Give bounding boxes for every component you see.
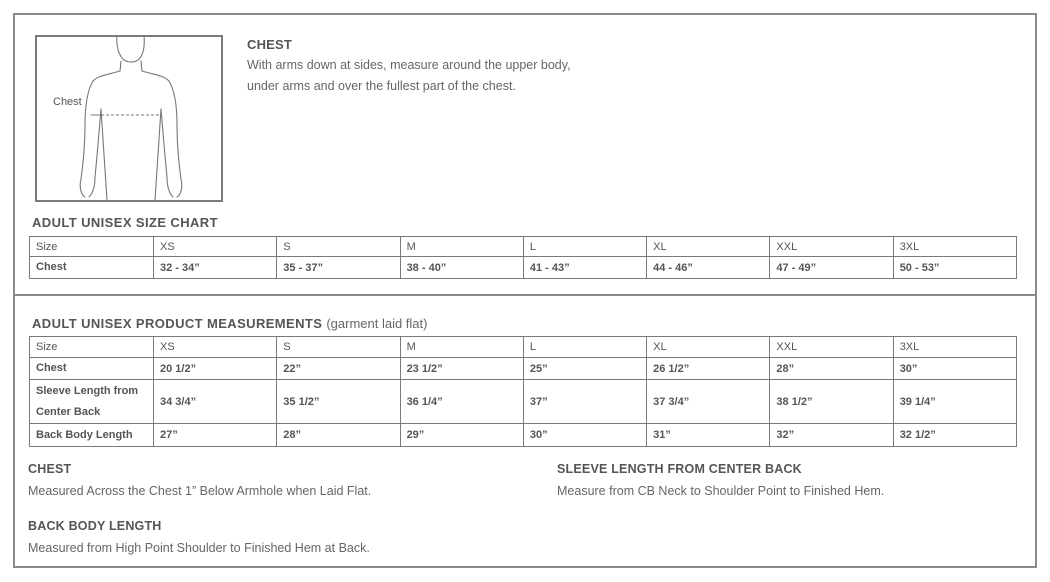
sleeve-note-heading: SLEEVE LENGTH FROM CENTER BACK [557,462,802,476]
table-cell: 28” [277,424,400,447]
table-row [30,237,1017,257]
product-subtitle-text: (garment laid flat) [326,316,428,331]
table-cell: S [277,237,400,257]
chest-note-heading: CHEST [28,462,72,476]
table-cell: 37” [523,380,646,424]
size-chart-title: ADULT UNISEX SIZE CHART [32,215,218,230]
table-cell: 44 - 46” [647,257,770,279]
row-label: Chest [30,257,154,279]
table-cell: XXL [770,337,893,358]
table-cell: 35 - 37” [277,257,400,279]
table-cell: 38 1/2” [770,380,893,424]
table-cell: 34 3/4” [154,380,277,424]
product-title-text: ADULT UNISEX PRODUCT MEASUREMENTS [32,316,323,331]
chest-callout-label: Chest [53,96,82,108]
sleeve-note-text: Measure from CB Neck to Shoulder Point to Finished Hem. [557,484,885,498]
row-label: Chest [30,358,154,380]
table-cell: 50 - 53” [893,257,1016,279]
table-cell: S [277,337,400,358]
chest-info-line-2: under arms and over the fullest part of the chest. [247,79,516,93]
table-cell: M [400,337,523,358]
chest-info-line-1: With arms down at sides, measure around the upper body, [247,58,571,72]
table-cell: 31” [647,424,770,447]
table-cell: 30” [523,424,646,447]
back-note-heading: BACK BODY LENGTH [28,519,162,533]
table-cell: 28” [770,358,893,380]
product-measurements-table [29,336,1017,447]
chest-note [28,462,371,498]
table-row [30,257,1017,279]
back-note-text: Measured from High Point Shoulder to Finished Hem at Back. [28,541,370,555]
table-cell: 39 1/4” [893,380,1016,424]
table-cell: XL [647,237,770,257]
table-cell: 37 3/4” [647,380,770,424]
table-cell: 32” [770,424,893,447]
table-cell: 27” [154,424,277,447]
row-label: Back Body Length [30,424,154,447]
table-cell: L [523,337,646,358]
table-row [30,337,1017,358]
row-label-line-2: Center Back [36,405,101,418]
table-cell: 22” [277,358,400,380]
row-label-line-1: Sleeve Length from [36,384,139,397]
table-cell: XXL [770,237,893,257]
table-cell: 20 1/2” [154,358,277,380]
row-label: Size [30,337,154,358]
table-cell: 32 1/2” [893,424,1016,447]
table-cell: 23 1/2” [400,358,523,380]
table-cell: 3XL [893,337,1016,358]
table-cell: XL [647,337,770,358]
chest-info-title: CHEST [247,37,293,52]
row-label [30,380,154,424]
table-cell: M [400,237,523,257]
chest-note-text: Measured Across the Chest 1” Below Armhole when Laid Flat. [28,484,372,498]
table-row [30,358,1017,380]
row-label: Size [30,237,154,257]
table-cell: 47 - 49” [770,257,893,279]
chest-info-desc [247,55,627,97]
table-cell: 41 - 43” [523,257,646,279]
table-row [30,380,1017,424]
table-cell: 25” [523,358,646,380]
chest-measure-info [247,37,627,97]
product-measurements-title [32,316,427,331]
measurement-figure [35,35,223,202]
table-cell: 26 1/2” [647,358,770,380]
table-cell: 32 - 34” [154,257,277,279]
size-chart-table [29,236,1017,279]
table-cell: 30” [893,358,1016,380]
back-length-note [28,519,370,555]
table-cell: XS [154,237,277,257]
table-cell: XS [154,337,277,358]
human-silhouette-icon [37,37,221,200]
product-measurements-panel [13,294,1037,568]
sleeve-note [557,462,884,498]
table-cell: 36 1/4” [400,380,523,424]
table-cell: 35 1/2” [277,380,400,424]
table-row [30,424,1017,447]
table-cell: 3XL [893,237,1016,257]
size-chart-panel [13,13,1037,296]
table-cell: L [523,237,646,257]
table-cell: 29” [400,424,523,447]
table-cell: 38 - 40” [400,257,523,279]
